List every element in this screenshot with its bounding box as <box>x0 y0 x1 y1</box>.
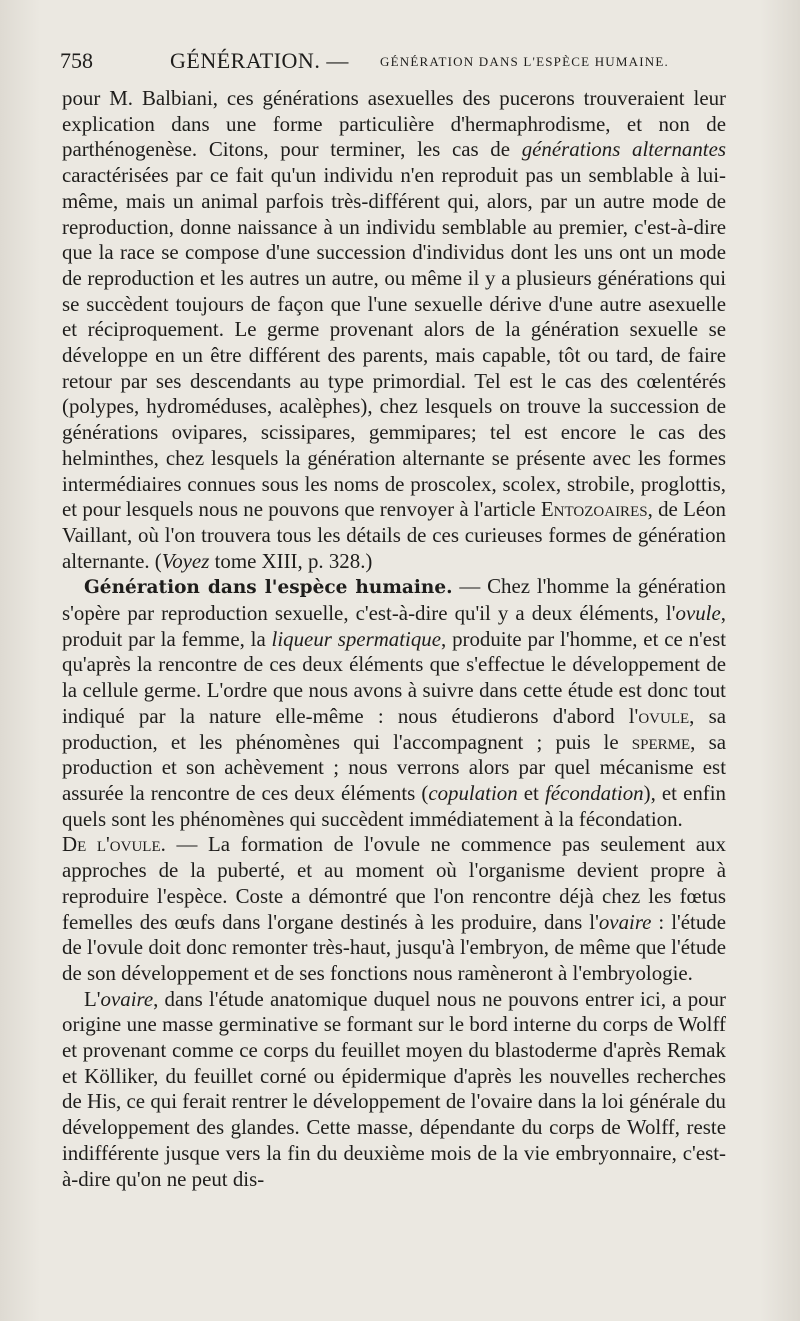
page-number: 758 <box>60 48 93 73</box>
paragraph-3: De l'ovule. — La formation de l'ovule ne commence pas seulement aux approches de la puberté, et au moment où l'organisme devient propre à reproduire l'espèce. Coste a démontré que l'on rencontre déjà chez les fœtus femelles des œufs dans l'organe destinés à les produire, dans l'ovaire : l'étude de l'ovule doit donc remonter très-haut, jusqu'à l'embryon, de même que l'étude de son développement et de ses fonctions nous ramèneront à l'embryologie. <box>62 832 726 985</box>
running-header <box>60 44 740 80</box>
section-heading-generation-humaine: Génération dans l'espèce humaine. <box>84 577 453 599</box>
section-heading-ovule: De l'ovule. <box>62 832 166 857</box>
running-subtitle: GÉNÉRATION DANS L'ESPÈCE HUMAINE. <box>380 54 669 69</box>
body-text <box>62 86 726 1192</box>
paragraph-2: Génération dans l'espèce humaine. — Chez l'homme la génération s'opère par reproduction sexuelle, c'est-à-dire qu'il y a deux éléments, l'ovule, produit par la femme, la liqueur spermatique, produite par l'homme, et ce n'est qu'après la rencontre de ces deux éléments que s'effectue le développement de la cellule germe. L'ordre que nous avons à suivre dans cette étude est donc tout indiqué par la nature elle-même : nous étudierons d'abord l'ovule, sa production, et les phénomènes qui l'accompagnent ; puis le sperme, sa production et son achèvement ; nous verrons alors par quel mécanisme est assurée la rencontre de ces deux éléments (copulation et fécondation), et enfin quels sont les phénomènes qui succèdent immédiatement à la fécondation. <box>62 574 726 831</box>
running-title: GÉNÉRATION. — <box>170 48 349 73</box>
paragraph-4: L'ovaire, dans l'étude anatomique duquel nous ne pouvons entrer ici, a pour origine une masse germinative se formant sur le bord interne du corps de Wolff et provenant comme ce corps du feuillet moyen du blastoderme d'après Remak et Kölliker, du feuillet corné ou épidermique d'après les nouvelles recherches de His, ce qui ferait rentrer le développement de l'ovaire dans la loi générale du développement des glandes. Cette masse, dépendante du corps de Wolff, reste indifférente jusque vers la fin du deuxième mois de la vie embryonnaire, c'est-à-dire qu'on ne peut dis- <box>62 986 726 1191</box>
paragraph-1: pour M. Balbiani, ces générations asexuelles des pucerons trouveraient leur explication dans une forme particulière d'hermaphrodisme, et non de parthénogenèse. Citons, pour terminer, les cas de générations alternantes caractérisées par ce fait qu'un individu n'en reproduit pas un semblable à lui-même, mais un animal parfois très-différent qui, alors, par un autre mode de reproduction, donne naissance à un individu semblable au premier, c'est-à-dire que la race se compose d'une succession d'individus dont les uns ont un mode de reproduction et les autres un autre, ou même il y a plusieurs générations qui se succèdent toujours de façon que l'une sexuelle dérive d'une autre asexuelle et réciproquement. Le germe provenant alors de la génération sexuelle se développe en un être différent des parents, mais capable, tôt ou tard, de faire retour par ses descendants au type primordial. Tel est le cas des cœlentérés (polypes, hydroméduses, acalèphes), chez lesquels on trouve la succession de générations ovipares, scissipares, gemmipares; tel est encore le cas des helminthes, chez lesquels la génération alternante se présente avec les formes intermédiaires connues sous les noms de proscolex, scolex, strobile, proglottis, et pour lesquels nous ne pouvons que renvoyer à l'article Entozoaires, de Léon Vaillant, où l'on trouvera tous les détails de ces curieuses formes de génération alternante. (Voyez tome XIII, p. 328.) <box>62 86 727 573</box>
